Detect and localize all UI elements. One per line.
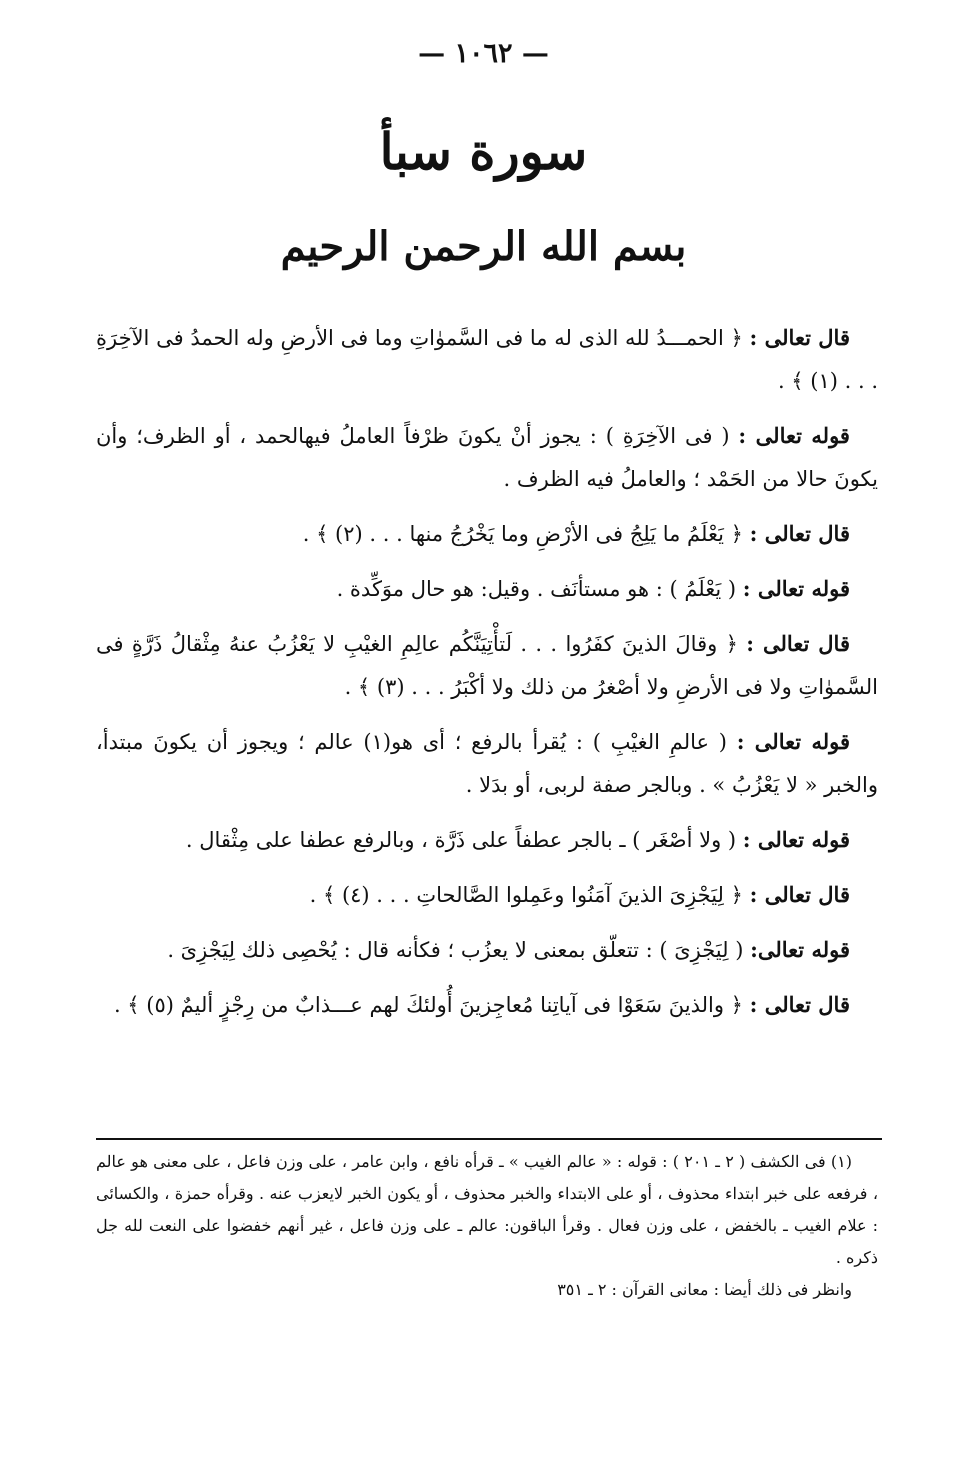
- paragraph: [96, 622, 878, 709]
- paragraph: [96, 720, 878, 807]
- paragraph-lead: قال تعالى :: [746, 631, 850, 656]
- paragraph: [96, 983, 878, 1027]
- paragraph: [96, 316, 878, 403]
- paragraph-text: ﴿ يَعْلَمُ ما يَلِجُ فى الأرْضِ وما يَخْرُجُ منها . . . (٢) ﴾ .: [302, 522, 743, 546]
- paragraph-text: ( يَعْلَمُ ) : هو مستأنَف . وقيل: هو حال موَكِّدة .: [336, 577, 737, 601]
- page-number: — ١٠٦٢ —: [418, 38, 549, 69]
- paragraph: [96, 928, 878, 972]
- footnote: (١) فى الكشف ( ٢ ـ ٢٠١ ) : قوله : « عالم الغيب » ـ قرأه نافع ، وابن عامر ، على وزن فاعل ، على معنى هو عالم ، فرفعه على خبر ابتداء محذوف ، أو على الابتداء والخبر محذوف ، أو يكون الخبر لايعزب عنه . وقرأه حمزة ، والكسائى : علام الغيب ـ بالخفض ، على وزن فعال . وقرأ الباقون: عالم ـ على وزن فاعل ، غير أنهم خفضوا على النعت لله جل ذكره .: [96, 1152, 878, 1267]
- paragraph-text: ( فى الآخِرَةِ ) : يجوز أنْ يكونَ ظرْفاً العاملُ فيهالحمد ، أو الظرف؛ وأن يكونَ حالا من الحَمْد ؛ والعاملُ فيه الظرف .: [96, 424, 878, 491]
- paragraph-text: ﴿ الحمـــدُ لله الذى له ما فى السَّموٰاتِ وما فى الأرضِ وله الحمدُ فى الآخِرَةِ . . . (١) ﴾ .: [96, 326, 878, 393]
- paragraph-lead: قال تعالى :: [749, 992, 850, 1017]
- paragraph: [96, 873, 878, 917]
- paragraph: [96, 512, 878, 556]
- surah-title: سورة سبأ: [379, 122, 588, 181]
- paragraph-text: ( عالمِ الغيْبِ ) : يُقرأ بالرفع ؛ أى هو(١) عالم ؛ ويجوز أن يكونَ مبتدأ، والخبر « لا يَعْزُبُ » . وبالجر صفة لربى، أو بدَلا .: [96, 730, 878, 797]
- paragraph-lead: قال تعالى :: [749, 882, 850, 907]
- paragraph-lead: قوله تعالى :: [742, 576, 850, 601]
- basmala-heading: بسم الله الرحمن الرحيم: [280, 223, 687, 270]
- paragraph-text: ﴿ لِيَجْزِىَ الذينَ آمَنُوا وعَمِلوا الصَّالحاتِ . . . (٤) ﴾ .: [309, 883, 743, 907]
- paragraph-text: ( ولا أصْغَر ) ـ بالجر عطفاً على ذَرَّة ، وبالرفع عطفا على مِثْقال .: [185, 828, 737, 852]
- paragraph-lead: قال تعالى :: [749, 521, 850, 546]
- footnote: وانظر فى ذلك أيضا : معانى القرآن : ٢ ـ ٣٥١: [557, 1280, 852, 1299]
- paragraph: [96, 567, 878, 611]
- paragraph-text: ( لِيَجْزِىَ ) : تتعلّق بمعنى لا يعزُب ؛ فكأنه قال : يُحْصِى ذلك لِيَجْزِىَ .: [167, 938, 744, 962]
- main-text: [96, 316, 878, 1038]
- paragraph: [96, 414, 878, 501]
- paragraph: [96, 818, 878, 862]
- paragraph-lead: قوله تعالى:: [750, 937, 850, 962]
- paragraph-lead: قوله تعالى :: [738, 423, 850, 448]
- paragraph-text: ﴿ وقالَ الذينَ كفَرُوا . . . لَتأْتِيَنَّكُم عالِمِ الغيْبِ لا يَعْزُبُ عنهُ مِثْقالُ ذَرَّةٍ فى السَّموٰاتِ ولا فى الأرضِ ولا أصْغرُ من ذلك ولا أكْبَرُ . . . (٣) ﴾ .: [96, 632, 878, 699]
- footnote-divider: [96, 1138, 882, 1140]
- paragraph-lead: قال تعالى :: [749, 325, 850, 350]
- paragraph-text: ﴿ والذينَ سَعَوْا فى آياتِنا مُعاجِزينَ أُولئكَ لهم عـــذابٌ من رِجْزٍ أليمٌ (٥) ﴾ .: [113, 993, 743, 1017]
- paragraph-lead: قوله تعالى :: [742, 827, 850, 852]
- footnotes: [96, 1146, 878, 1306]
- paragraph-lead: قوله تعالى :: [736, 729, 850, 754]
